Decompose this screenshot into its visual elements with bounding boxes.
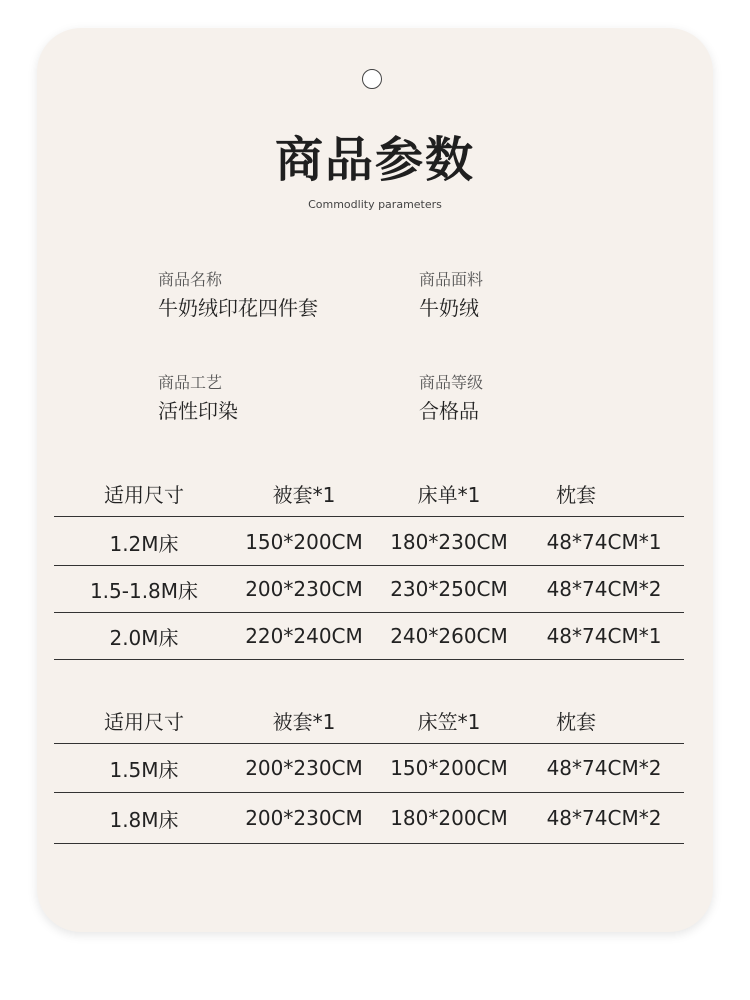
table-cell: 200*230CM — [245, 806, 363, 830]
table-row — [54, 744, 684, 793]
table-header-cell: 适用尺寸 — [104, 709, 184, 734]
table-cell: 180*230CM — [390, 530, 508, 554]
table-cell: 48*74CM*2 — [546, 756, 662, 780]
param-value: 牛奶绒印花四件套 — [158, 296, 318, 320]
param-value: 合格品 — [419, 399, 479, 423]
table-cell: 48*74CM*2 — [546, 806, 662, 830]
table-row — [54, 613, 684, 660]
table-row — [54, 793, 684, 844]
size-table-fitted-sheet — [54, 697, 684, 844]
table-cell: 1.5M床 — [109, 757, 179, 782]
table-cell: 220*240CM — [245, 624, 363, 648]
table-cell: 48*74CM*2 — [546, 577, 662, 601]
table-header-cell: 适用尺寸 — [104, 482, 184, 507]
table-header-cell: 床单*1 — [417, 482, 481, 507]
param-label: 商品工艺 — [158, 373, 223, 392]
param-value: 牛奶绒 — [419, 296, 479, 320]
hang-hole-icon — [362, 69, 382, 89]
table-cell: 230*250CM — [390, 577, 508, 601]
size-table-flat-sheet — [54, 470, 684, 660]
table-cell: 200*230CM — [245, 756, 363, 780]
table-cell: 150*200CM — [390, 756, 508, 780]
table-cell: 150*200CM — [245, 530, 363, 554]
param-grade — [419, 372, 659, 426]
param-label: 商品名称 — [158, 270, 223, 289]
product-parameter-card — [37, 28, 713, 932]
table-row — [54, 566, 684, 613]
table-cell: 1.2M床 — [109, 531, 179, 556]
table-cell: 48*74CM*1 — [546, 530, 662, 554]
table-header-cell: 枕套 — [556, 482, 596, 507]
table-cell: 1.5-1.8M床 — [89, 578, 199, 603]
table-row — [54, 519, 684, 566]
table-cell: 240*260CM — [390, 624, 508, 648]
param-fabric — [419, 269, 659, 323]
param-craft — [158, 372, 398, 426]
table-header-cell: 被套*1 — [272, 482, 336, 507]
table-cell: 180*200CM — [390, 806, 508, 830]
page-title: 商品参数 — [274, 132, 475, 188]
param-label: 商品面料 — [419, 270, 484, 289]
table-header-row — [54, 697, 684, 744]
table-header-cell: 被套*1 — [272, 709, 336, 734]
param-product-name — [158, 269, 398, 323]
table-cell: 200*230CM — [245, 577, 363, 601]
table-header-row — [54, 470, 684, 517]
table-cell: 1.8M床 — [109, 807, 179, 832]
table-cell: 48*74CM*1 — [546, 624, 662, 648]
table-header-cell: 枕套 — [556, 709, 596, 734]
page-subtitle: Commodlity parameters — [308, 198, 442, 211]
table-header-cell: 床笠*1 — [417, 709, 481, 734]
param-value: 活性印染 — [158, 399, 238, 423]
table-cell: 2.0M床 — [109, 625, 179, 650]
param-label: 商品等级 — [419, 373, 484, 392]
